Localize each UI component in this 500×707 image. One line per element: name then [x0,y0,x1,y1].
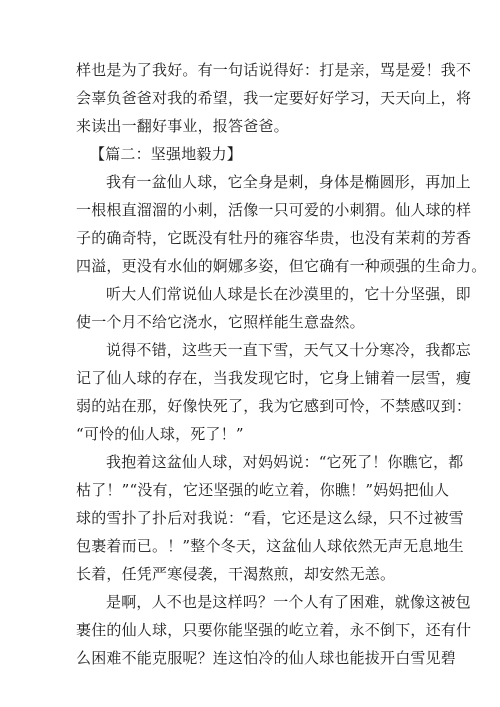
document-body [76,56,487,672]
text-line: 样也是为了我好。有一句话说得好：打是亲，骂是爱！我不 [76,61,472,79]
text-line: 长着，任凭严寒侵袭，干渴熬煎，却安然无恙。 [76,565,396,583]
text-line: 是啊，人不也是这样吗？一个人有了困难，就像这被包 [106,593,471,611]
text-line: 来读出一翻好事业，报答爸爸。 [76,117,289,135]
text-line: 听大人们常说仙人球是长在沙漠里的，它十分坚强，即 [106,285,471,303]
text-line: 裹住的仙人球，只要你能坚强的屹立着，永不倒下，还有什 [76,621,472,639]
text-line: 一根根直溜溜的小刺，活像一只可爱的小刺猬。仙人球的样 [76,201,472,219]
text-line: 球的雪扑了扑后对我说：“看，它还是这么绿，只不过被雪 [76,509,464,527]
text-line: 记了仙人球的存在，当我发现它时，它身上铺着一层雪，瘦 [76,369,472,387]
section-heading: 【篇二：坚强地毅力】 [90,145,243,163]
text-line: 弱的站在那，好像快死了，我为它感到可怜，不禁感叹到： [76,397,472,415]
text-line: “可怜的仙人球，死了！” [76,425,244,443]
text-line: 四溢，更没有水仙的婀娜多姿，但它确有一种顽强的生命力。 [76,257,487,275]
text-line: 说得不错，这些天一直下雪，天气又十分寒冷，我都忘 [106,341,471,359]
text-line: 枯了！”“没有，它还坚强的屹立着，你瞧！”妈妈把仙人 [76,481,450,499]
text-line: 子的确奇特，它既没有牡丹的雍容华贵，也没有茉莉的芳香 [76,229,472,247]
text-line: 包裹着而已。！”整个冬天，这盆仙人球依然无声无息地生 [76,537,464,555]
text-line: 使一个月不给它浇水，它照样能生意盎然。 [76,313,365,331]
text-line: 我抱着这盆仙人球，对妈妈说：“它死了！你瞧它，都 [106,453,464,471]
text-line: 我有一盆仙人球，它全身是刺，身体是椭圆形，再加上 [106,173,471,191]
text-line: 么困难不能克服呢？连这怕冷的仙人球也能拔开白雪见碧 [76,649,457,667]
text-line: 会辜负爸爸对我的希望，我一定要好好学习，天天向上，将 [76,89,472,107]
